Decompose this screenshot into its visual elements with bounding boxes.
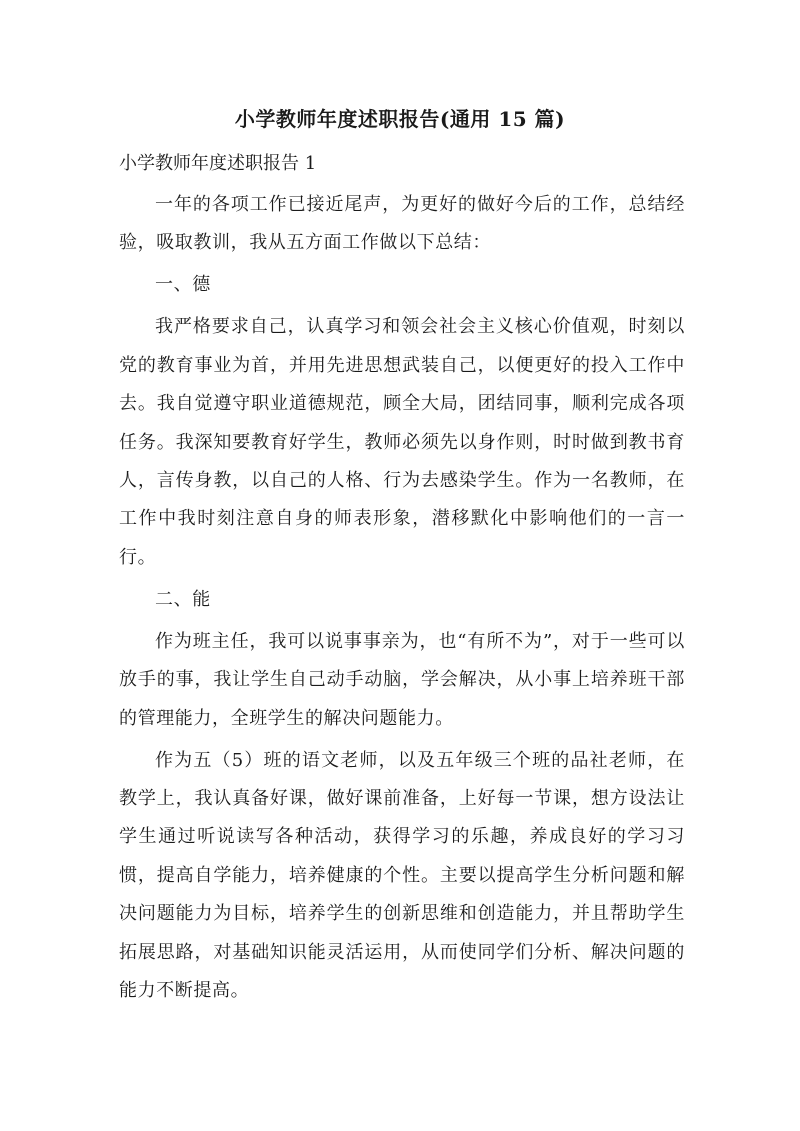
paragraph-intro: 一年的各项工作已接近尾声，为更好的做好今后的工作，总结经验，吸取教训，我从五方面工作做以下总结： — [119, 194, 685, 254]
paragraph-class-teacher: 作为班主任，我可以说事事亲为，也“有所不为”，对于一些可以放手的事，我让学生自己动手动脑，学会解决，从小事上培养班干部的管理能力，全班学生的解决问题能力。 — [119, 630, 685, 729]
paragraph-teaching: 作为五（5）班的语文老师，以及五年级三个班的品社老师，在教学上，我认真备好课，做好课前准备，上好每一节课，想方设法让学生通过听说读写各种活动，获得学习的乐趣，养成良好的学习习惯，提高自学能力，培养健康的个性。主要以提高学生分析问题和解决问题能力为目标，培养学生的创新思维和创造能力，并且帮助学生拓展思路，对基础知识能灵活运用，从而使同学们分析、解决问题的能力不断提高。 — [119, 749, 685, 1002]
document-body — [119, 186, 685, 1014]
document-title: 小学教师年度述职报告(通用 15 篇) — [234, 107, 566, 131]
subheading-virtue: 一、德 — [155, 274, 211, 296]
section-heading: 小学教师年度述职报告 1 — [119, 153, 317, 174]
paragraph-virtue: 我严格要求自己，认真学习和领会社会主义核心价值观，时刻以党的教育事业为首，并用先进思想武装自己，以便更好的投入工作中去。我自觉遵守职业道德规范，顾全大局，团结同事，顺利完成各项任务。我深知要教育好学生，教师必须先以身作则，时时做到教书育人，言传身教，以自己的人格、行为去感染学生。作为一名教师，在工作中我时刻注意自身的师表形象，潜移默化中影响他们的一言一行。 — [119, 316, 685, 568]
subheading-ability: 二、能 — [155, 588, 211, 610]
